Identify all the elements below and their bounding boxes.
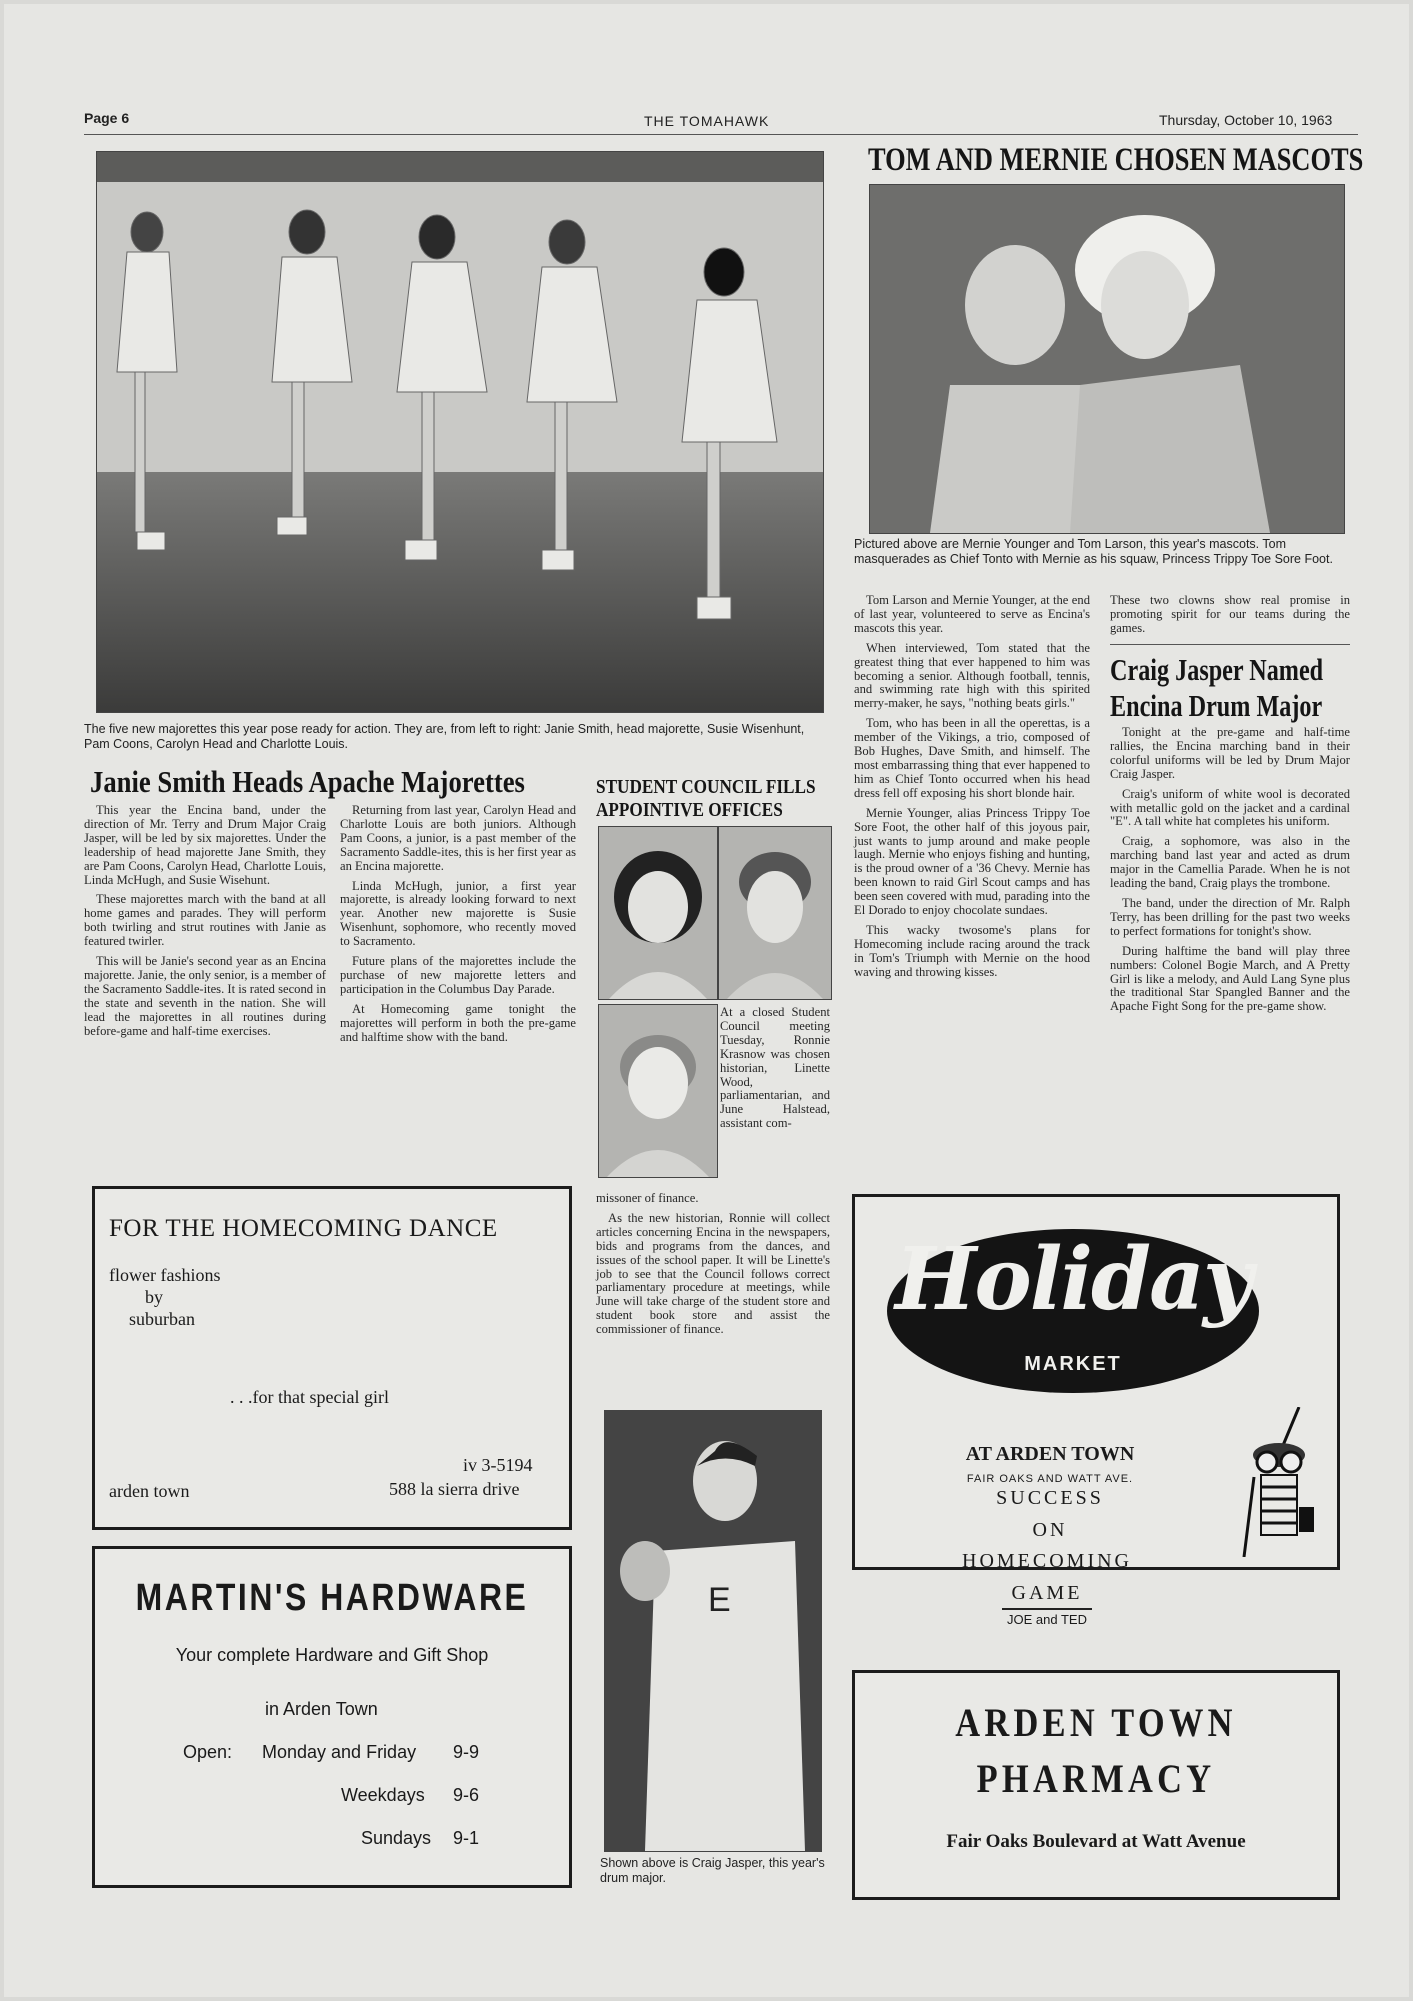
paragraph: Craig's uniform of white wool is decorated with metallic gold on the jacket and a cardinal "E". A tall white hat completes his uniform. — [1110, 786, 1350, 829]
paragraph: Future plans of the majorettes include the purchase of new majorette letters and participation in the Columbus Day Parade. — [340, 954, 576, 996]
majorettes-col1 — [84, 804, 326, 1045]
ad-dance-line1: flower fashions — [109, 1265, 221, 1285]
issue-date: Thursday, October 10, 1963 — [1159, 112, 1333, 128]
mascots-headline: TOM AND MERNIE CHOSEN MASCOTS — [868, 142, 1364, 178]
drum-major-photo — [604, 1410, 822, 1852]
majorettes-headline: Janie Smith Heads Apache Majorettes — [90, 764, 525, 799]
craig-headline-2: Encina Drum Major — [1110, 688, 1323, 723]
craig-headline-1: Craig Jasper Named — [1110, 652, 1324, 687]
newspaper-page — [4, 4, 1409, 1997]
paragraph: Tom Larson and Mernie Younger, at the end of last year, volunteered to serve as Encina's mascots this year. — [854, 593, 1090, 635]
paragraph: Tonight at the pre-game and half-time rallies, the Encina marching band in their colorful uniforms will be led by Drum Major Craig Jasper. — [1110, 725, 1350, 781]
paragraph: Craig, a sophomore, was also in the marching band last year and acted as drum major in the Camellia Parade. When he is not leading the band, Craig plays the trombone. — [1110, 834, 1350, 891]
holiday-corner: FAIR OAKS AND WATT AVE. — [966, 1473, 1134, 1485]
paper-name: THE TOMAHAWK — [644, 113, 770, 129]
paragraph: At Homecoming game tonight the majorettes will perform in both the pre-game and halftime show with the band. — [340, 1001, 576, 1044]
ad-martins-sub: Your complete Hardware and Gift Shop — [175, 1645, 489, 1665]
paragraph: Mernie Younger, alias Princess Trippy Toe Sore Foot, the other half of this joyous pair, just wants to jump around and make people laugh. Mernie who enjoys fishing and hunting, is the proud owner of a '36 Chevy. Mernie has been known to raid Girl Scout camps and has been seen covered with mud, parading into the El Dorado to enjoy chocolate sundaes. — [854, 805, 1090, 918]
svg-text:E: E — [708, 1581, 731, 1619]
council-photo-2-graphic — [719, 827, 831, 999]
craig-body — [1110, 726, 1350, 1020]
ad-martins-title: MARTIN'S HARDWARE — [135, 1577, 529, 1619]
ad-martins-loc: in Arden Town — [265, 1699, 378, 1719]
drum-major-caption: Shown above is Craig Jasper, this year's drum major. — [600, 1856, 825, 1885]
holiday-at: AT ARDEN TOWN — [965, 1443, 1135, 1465]
masthead-rule — [84, 134, 1358, 135]
ad-martins-row1-hrs: 9-9 — [453, 1742, 480, 1762]
ad-dance-line3: suburban — [129, 1309, 195, 1329]
ad-dance-tag: . . .for that special girl — [230, 1387, 389, 1407]
council-headline-1: STUDENT COUNCIL FILLS — [596, 776, 816, 798]
ad-arden-pharmacy — [852, 1670, 1340, 1900]
council-headline-2: APPOINTIVE OFFICES — [596, 799, 783, 821]
paragraph: The band, under the direction of Mr. Ralph Terry, has been drilling for the past two weeks to perfect formations for tonight's show. — [1110, 895, 1350, 938]
cartoon-mascot-icon — [1239, 1407, 1319, 1557]
council-photo-3 — [598, 1004, 718, 1178]
council-side-text: At a closed Student Council meeting Tuesday, Ronnie Krasnow was chosen historian, Linette Wood, parliamentarian, and June Halstead, assistant com- — [720, 1005, 830, 1131]
ad-martins-row3-hrs: 9-1 — [453, 1828, 480, 1848]
paragraph: Linda McHugh, junior, a first year majorette, is already looking forward to next year. Another new majorette is Susie Wisenhunt, sophomore, who recently moved to Sacramento. — [340, 878, 576, 949]
paragraph: When interviewed, Tom stated that the greatest thing that ever happened to him was becoming a senior. Although football, tennis, and swimming rate high with this spirited merry-maker, he says, "nothing beats girls." — [854, 640, 1090, 711]
ad-martins-row2-hrs: 9-6 — [453, 1785, 480, 1805]
council-photo-1 — [598, 826, 718, 1000]
council-body — [596, 1192, 830, 1343]
holiday-underline — [1002, 1608, 1092, 1610]
page-number: Page 6 — [84, 110, 130, 126]
holiday-msg2: ON — [1032, 1519, 1068, 1541]
ad-dance-left: arden town — [109, 1481, 190, 1501]
majorettes-photo — [96, 151, 824, 713]
holiday-msg3: HOMECOMING — [962, 1550, 1132, 1572]
ad-dance-phone: iv 3-5194 — [463, 1455, 533, 1475]
mascots-caption: Pictured above are Mernie Younger and Tom Larson, this year's mascots. Tom masquerades as Chief Tonto with Mernie as his squaw, Princess Trippy Toe Sore Foot. — [854, 537, 1333, 566]
mascots-col1 — [854, 594, 1090, 986]
ad-martins-hardware — [92, 1546, 572, 1888]
holiday-sign: JOE and TED — [1007, 1612, 1087, 1627]
ad-dance-line2: by — [145, 1287, 163, 1307]
pharmacy-line1: ARDEN TOWN — [955, 1700, 1237, 1745]
paragraph: During halftime the band will play three numbers: Colonel Bogie March, and A Pretty Girl is like a melody, and Auld Lang Syne plus the traditional Star Spangled Banner and the Apache Fight Song for the pre-game show. — [1110, 943, 1350, 1014]
council-photo-2 — [718, 826, 832, 1000]
council-photo-1-graphic — [599, 827, 717, 999]
mascots-col2 — [1110, 594, 1350, 642]
majorettes-col2 — [340, 804, 576, 1051]
majorettes-photo-graphic — [97, 152, 823, 712]
pharmacy-line2: PHARMACY — [976, 1756, 1216, 1801]
pharmacy-address: Fair Oaks Boulevard at Watt Avenue — [946, 1831, 1246, 1852]
ad-martins-open: Open: — [183, 1742, 233, 1762]
ad-homecoming-dance — [92, 1186, 572, 1530]
ad-martins-row3-day: Sundays — [361, 1828, 432, 1848]
paragraph: missoner of finance. — [596, 1191, 699, 1205]
ad-holiday-market — [852, 1194, 1340, 1570]
paragraph: This year the Encina band, under the direction of Mr. Terry and Drum Major Craig Jasper, will be led by six majorettes. Under the leadership of head majorette Jane Smith, they are Pam Coons, Carolyn Head, Charlotte Louis, Linda McHugh, and Susie Wisehunt. — [84, 803, 326, 887]
paragraph: As the new historian, Ronnie will collect articles concerning Encina in the newspapers, bids and programs from the dances, and issues of the school paper. It will be Linette's job to see that the Council follows correct parliamentary procedure at meetings, while June will take charge of the student store and student book store and assist the commissioner of finance. — [596, 1210, 830, 1337]
paragraph: These majorettes march with the band at all home games and parades. They will perform both twirling and strut routines with Janie as featured twirler. — [84, 892, 326, 949]
drum-major-photo-graphic — [605, 1411, 821, 1851]
majorettes-caption: The five new majorettes this year pose ready for action. They are, from left to right: Janie Smith, head majorette, Susie Wisenhunt, Pam Coons, Carolyn Head and Charlotte Louis. — [84, 722, 805, 751]
paragraph: Tom, who has been in all the operettas, is a member of the Vikings, a trio, composed of Bob Hughes, Dave Smith, and himself. The most embarrassing thing that ever happened to him as Chief Tonto occurred when his head dress fell off exposing his short blonde hair. — [854, 716, 1090, 800]
paragraph: This wacky twosome's plans for Homecoming include racing around the track in Tom's Triumph with Mernie on the hood waving and throwing kisses. — [854, 922, 1090, 979]
paragraph: Returning from last year, Carolyn Head and Charlotte Louis are both juniors. Although Pam Coons, a junior, is a past member of the Sacramento Saddle-ites, this is her first year as an Encina majorette. — [340, 803, 576, 873]
ad-dance-address: 588 la sierra drive — [389, 1479, 520, 1499]
mascots-photo — [869, 184, 1345, 534]
holiday-market-text: MARKET — [1024, 1353, 1122, 1375]
holiday-logo-text: Holiday — [895, 1229, 1251, 1330]
paragraph: This will be Janie's second year as an Encina majorette. Janie, the only senior, is a member of the Sacramento Saddle-ites. It is rated second in the state and seventh in the nation. She will lead the majorettes in all routines during before-game and half-time exercises. — [84, 954, 327, 1038]
ad-martins-row1-day: Monday and Friday — [262, 1742, 417, 1762]
ad-martins-row2-day: Weekdays — [341, 1785, 425, 1805]
holiday-msg4: GAME — [1011, 1582, 1083, 1604]
mascots-photo-graphic — [870, 185, 1344, 533]
holiday-msg1: SUCCESS — [996, 1487, 1104, 1509]
council-photo-3-graphic — [599, 1005, 717, 1177]
paragraph: These two clowns show real promise in promoting spirit for our teams during the games. — [1110, 593, 1350, 635]
column-rule — [1110, 644, 1350, 645]
ad-dance-title: FOR THE HOMECOMING DANCE — [109, 1215, 498, 1242]
